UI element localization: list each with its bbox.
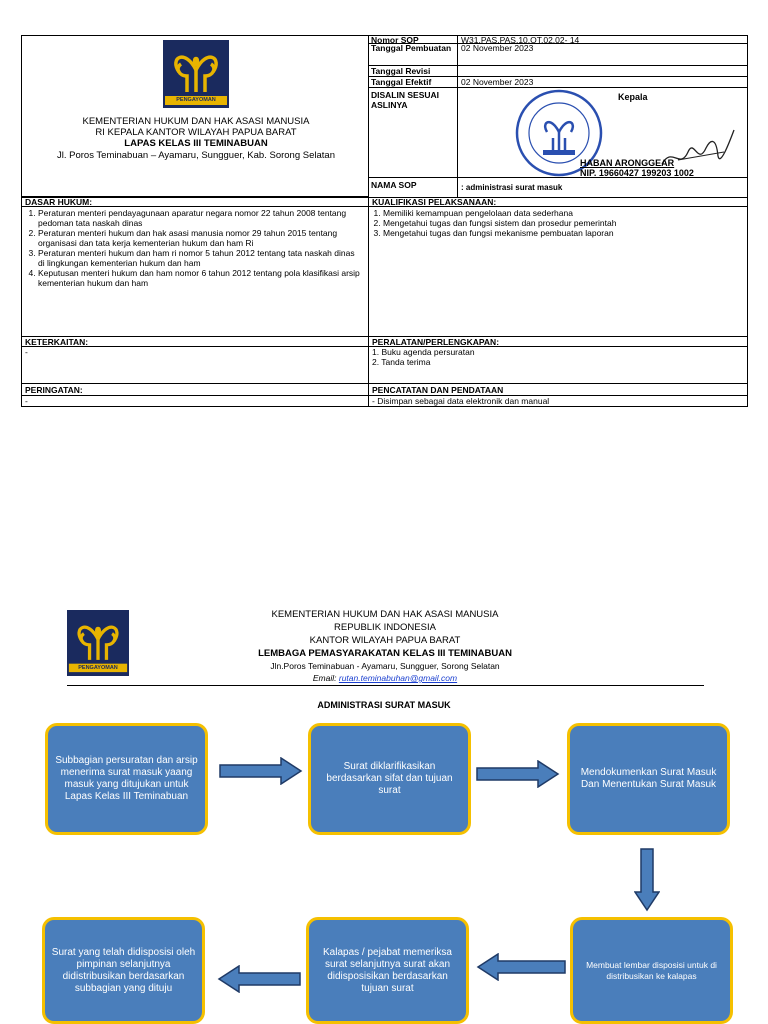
keterkaitan-value: - [21,346,369,384]
ministry-name: KEMENTERIAN HUKUM DAN HAK ASASI MANUSIA [82,116,310,127]
nama-sop-value: : administrasi surat masuk [457,177,748,198]
flow-step-1: Subbagian persuratan dan arsip menerima surat masuk yaang masuk yang ditujukan untuk Lapas Kelas III Teminabuan [45,723,208,835]
list-item: 3. Peraturan menteri hukum dan ham ri nomor 5 tahun 2012 tentang tata naskah dinas di lingkungan kementerian hukum dan ham [38,248,362,268]
list-item: 2. Mengetahui tugas dan fungsi sistem dan prosedur pemerintah [383,218,743,228]
letterhead-ministry: KEMENTERIAN HUKUM DAN HAK ASASI MANUSIA [271,609,499,620]
peralatan-title: PERALATAN/PERLENGKAPAN: [368,336,748,347]
flow-step-2: Surat diklarifikasikan berdasarkan sifat dan tujuan surat [308,723,471,835]
flow-step-4: Membuat lembar disposisi untuk di distribusikan ke kalapas [570,917,733,1024]
list-item: 1. Buku agenda persuratan [372,347,475,357]
arrow-left-icon [217,965,301,993]
pencatatan-value: - Disimpan sebagai data elektronik dan manual [368,395,748,407]
letterhead-institution: LEMBAGA PEMASYARAKATAN KELAS III TEMINABUAN [258,648,512,659]
unit-name: LAPAS KELAS III TEMINABUAN [124,138,268,149]
arrow-right-icon [476,760,560,788]
list-item: 2. Tanda terima [372,357,431,367]
tanggal-pembuatan-label: Tanggal Pembuatan [368,43,458,66]
letterhead-office: KANTOR WILAYAH PAPUA BARAT [309,635,461,646]
list-item: 3. Mengetahui tugas dan fungsi mekanisme pembuatan laporan [383,228,743,238]
list-item: 1. Memiliki kemampuan pengelolaan data sederhana [383,208,743,218]
peralatan-list [368,346,748,384]
flow-step-3: Mendokumenkan Surat Masuk Dan Menentukan Surat Masuk [567,723,730,835]
tanggal-efektif-value: 02 November 2023 [457,76,748,88]
kualifikasi-list [368,206,748,337]
letterhead-email-line [180,672,590,684]
unit-address: Jl. Poros Teminabuan – Ayamaru, Sungguer, Kab. Sorong Selatan [57,150,335,161]
kualifikasi-title: KUALIFIKASI PELAKSANAAN: [368,197,748,207]
letterhead-country: REPUBLIK INDONESIA [334,622,436,633]
arrow-left-icon [476,953,566,981]
letterhead-logo [67,610,129,676]
logo-text: PENGAYOMAN [176,97,216,103]
letterhead-address: Jln.Poros Teminabuan - Ayamaru, Sungguer, Sorong Selatan [270,661,500,671]
list-item: 4. Keputusan menteri hukum dan ham nomor 6 tahun 2012 tentang pola klasifikasi arsip kementerian hukum dan ham [38,268,362,288]
kepala-label: Kepala [618,92,648,102]
nomor-sop-value: W31.PAS.PAS.10.OT.02.02- 14 [457,35,748,44]
flow-step-6: Surat yang telah didisposisi oleh pimpinan selanjutnya didistribusikan berdasarkan subbagian yang dituju [42,917,205,1024]
pencatatan-title: PENCATATAN DAN PENDATAAN [368,383,748,396]
stamp-signature-cell [457,87,748,178]
signatory-nip: NIP. 19660427 199203 1002 [580,168,694,178]
tanggal-revisi-label: Tanggal Revisi [368,65,458,77]
email-link[interactable]: rutan.teminabuhan@gmail.com [338,673,458,683]
peringatan-value: - [21,395,369,407]
letterhead-text [180,608,590,684]
flow-title: ADMINISTRASI SURAT MASUK [317,700,451,710]
signatory-name: HABAN ARONGGEAR [580,158,675,168]
arrow-right-icon [219,757,303,785]
logo-text: PENGAYOMAN [78,665,118,671]
tanggal-efektif-label: Tanggal Efektif [368,76,458,88]
sop-header-left [21,35,369,197]
dasar-hukum-list [21,206,369,337]
pengayoman-logo [163,40,229,108]
nomor-sop-label: Nomor SOP [368,35,458,44]
letterhead-divider [67,685,704,686]
list-item: 2. Peraturan menteri hukum dan hak asasi manusia nomor 29 tahun 2015 tentang organisasi dan tata kerja kementerian hukum dan ham Ri [38,228,362,248]
tanggal-pembuatan-value: 02 November 2023 [457,43,748,66]
arrow-down-icon [634,848,660,912]
sop-table [21,35,748,407]
keterkaitan-title: KETERKAITAN: [21,336,369,347]
list-item: 1. Peraturan menteri pendayagunaan aparatur negara nomor 22 tahun 2008 tentang pedoman tata naskah dinas [38,208,362,228]
disalin-label: DISALIN SESUAI ASLINYA [368,87,458,178]
peringatan-title: PERINGATAN: [21,383,369,396]
dasar-hukum-title: DASAR HUKUM: [21,197,369,207]
flow-step-5: Kalapas / pejabat memeriksa surat selanjutnya surat akan didisposisikan berdasarkan tujuan surat [306,917,469,1024]
nama-sop-label: NAMA SOP [368,177,458,198]
email-label: Email: [312,673,337,683]
office-name: RI KEPALA KANTOR WILAYAH PAPUA BARAT [95,127,297,138]
